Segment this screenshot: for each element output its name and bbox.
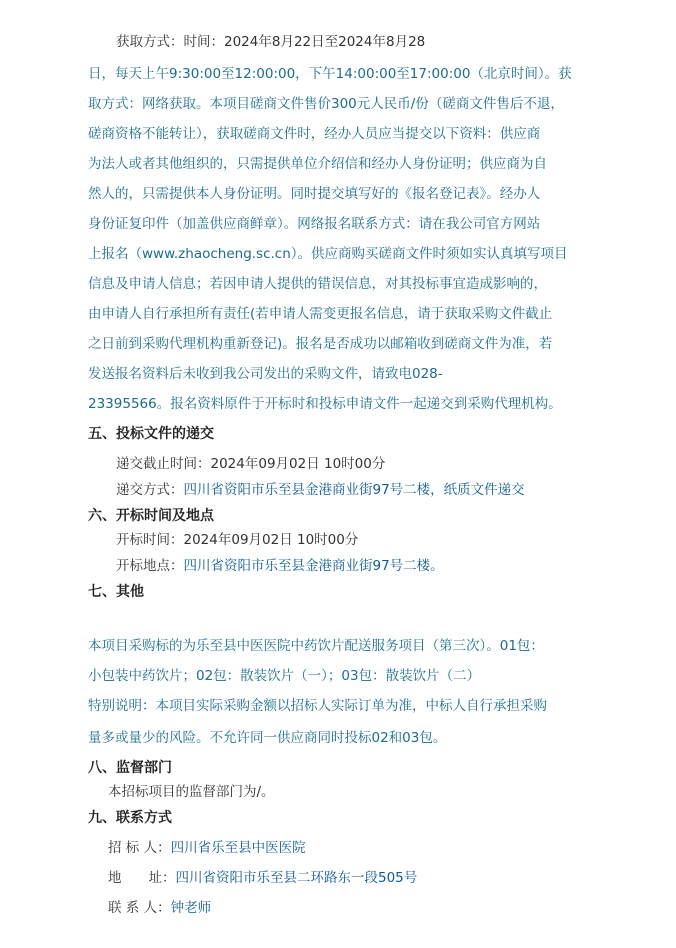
- section-6-heading: 六、开标时间及地点: [88, 508, 214, 524]
- other-line-1: 本项目采购标的为乐至县中医医院中药饮片配送服务项目（第三次）。01包：: [88, 638, 544, 654]
- submission-deadline: [116, 454, 385, 474]
- acquisition-line-5: 为法人或者其他组织的，只需提供单位介绍信和经办人身份证明；供应商为自: [88, 156, 547, 172]
- opening-place: [116, 556, 444, 576]
- contact-person: [108, 898, 211, 918]
- other-line-3: 特别说明：本项目实际采购金额以招标人实际订单为准，中标人自行承担采购: [88, 698, 547, 714]
- contact-buyer: [108, 838, 306, 858]
- acquisition-line-11: 之日前到采购代理机构重新登记)。报名是否成功以邮箱收到磋商文件为准，若: [88, 336, 553, 352]
- contact-address-value: 四川省资阳市乐至县二环路东一段505号: [175, 870, 418, 886]
- acquisition-line-8: 上报名（www.zhaocheng.sc.cn）。供应商购买磋商文件时须如实认真填写项目: [88, 246, 568, 262]
- section-5-heading: 五、投标文件的递交: [88, 426, 214, 442]
- acquisition-line-7: 身份证复印件（加盖供应商鲜章）。网络报名联系方式：请在我公司官方网站: [88, 216, 541, 232]
- opening-time: [116, 530, 358, 550]
- contact-buyer-value: 四川省乐至县中医医院: [170, 840, 306, 856]
- submission-method: [116, 480, 525, 500]
- other-line-4: 量多或量少的风险。不允许同一供应商同时投标02和03包。: [88, 730, 447, 746]
- opening-place-value: 四川省资阳市乐至县金港商业街97号二楼。: [183, 558, 444, 574]
- submission-method-label: 递交方式：: [116, 482, 184, 498]
- acquisition-line-1: 获取方式：时间：2024年8月22日至2024年8月28: [116, 34, 426, 50]
- acquisition-line-4: 磋商资格不能转让），获取磋商文件时，经办人员应当提交以下资料：供应商: [88, 126, 541, 142]
- opening-time-value: 2024年09月02日 10时00分: [183, 532, 359, 548]
- contact-buyer-label: 招 标 人：: [108, 840, 171, 856]
- contact-person-label: 联 系 人：: [108, 900, 171, 916]
- acquisition-line-9: 信息及申请人信息；若因申请人提供的错误信息，对其投标事宜造成影响的，: [88, 276, 547, 292]
- acquisition-line-3: 取方式：网络获取。本项目磋商文件售价300元人民币/份（磋商文件售后不退，: [88, 96, 564, 112]
- acquisition-line-12: 发送报名资料后未收到我公司发出的采购文件，请致电028-: [88, 366, 443, 382]
- other-line-2: 小包装中药饮片；02包：散装饮片（一）；03包：散装饮片（二）: [88, 668, 481, 684]
- opening-time-label: 开标时间：: [116, 532, 184, 548]
- contact-address-label: 地 址：: [108, 870, 176, 886]
- acquisition-line-6: 然人的，只需提供本人身份证明。同时提交填写好的《报名登记表》。经办人: [88, 186, 541, 202]
- acquisition-line-10: 由申请人自行承担所有责任(若申请人需变更报名信息，请于获取采购文件截止: [88, 306, 553, 322]
- section-7-heading: 七、其他: [88, 584, 144, 600]
- contact-person-value: 钟老师: [170, 900, 212, 916]
- contact-address: [108, 868, 417, 888]
- submission-deadline-label: 递交截止时间：: [116, 456, 211, 472]
- submission-deadline-value: 2024年09月02日 10时00分: [210, 456, 386, 472]
- section-9-heading: 九、联系方式: [88, 810, 172, 826]
- section-8-heading: 八、监督部门: [88, 760, 172, 776]
- supervision-text: 本招标项目的监督部门为/。: [108, 784, 275, 800]
- submission-method-value: 四川省资阳市乐至县金港商业街97号二楼，纸质文件递交: [183, 482, 525, 498]
- opening-place-label: 开标地点：: [116, 558, 184, 574]
- acquisition-line-13: 23395566。报名资料原件于开标时和投标申请文件一起递交到采购代理机构。: [88, 396, 562, 412]
- acquisition-line-2: 日，每天上午9:30:00至12:00:00，下午14:00:00至17:00:00（北京时间）。获: [88, 66, 572, 82]
